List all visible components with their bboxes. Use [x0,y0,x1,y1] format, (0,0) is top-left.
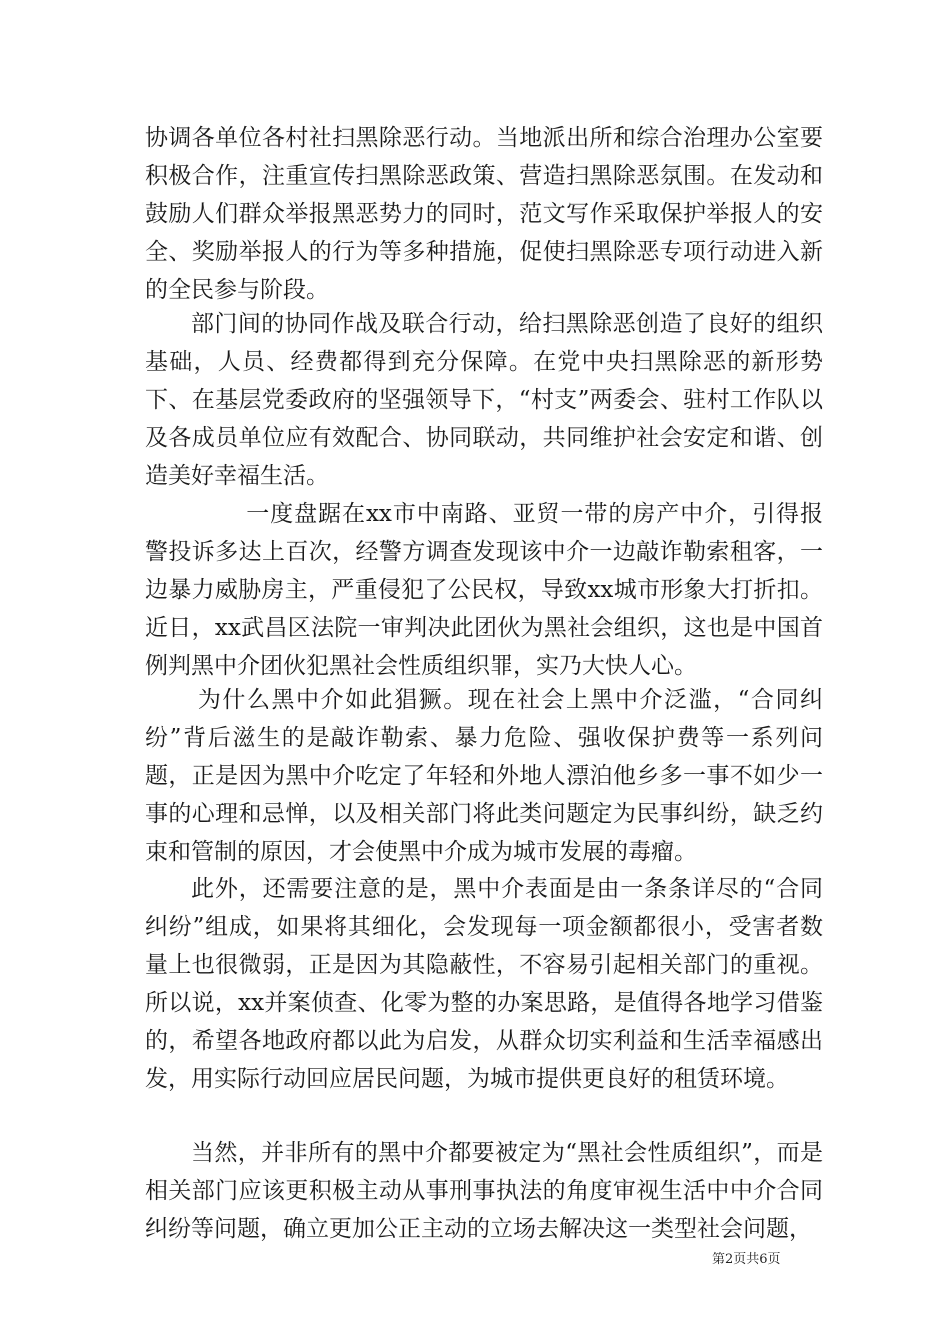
document-body [145,119,823,1248]
page-number-footer: 第2页共6页 [712,1252,781,1267]
paragraph-1: 协调各单位各村社扫黑除恶行动。当地派出所和综合治理办公室要积极合作，注重宣传扫黑除恶政策、营造扫黑除恶氛围。在发动和鼓励人们群众举报黑恶势力的同时，范文写作采取保护举报人的安全、奖励举报人的行为等多种措施，促使扫黑除恶专项行动进入新的全民参与阶段。 [145,125,823,303]
paragraph-3: 一度盘踞在xx市中南路、亚贸一带的房产中介，引得报警投诉多达上百次，经警方调查发现该中介一边敲诈勒索租客，一边暴力威胁房主，严重侵犯了公民权，导致xx城市形象大打折扣。近日，xx武昌区法院一审判决此团伙为黑社会组织，这也是中国首例判黑中介团伙犯黑社会性质组织罪，实乃大快人心。 [145,501,823,679]
paragraph-5: 此外，还需要注意的是，黑中介表面是由一条条详尽的“合同纠纷”组成，如果将其细化，会发现每一项金额都很小，受害者数量上也很微弱，正是因为其隐蔽性，不容易引起相关部门的重视。所以说，xx并案侦查、化零为整的办案思路，是值得各地学习借鉴的，希望各地政府都以此为启发，从群众切实利益和生活幸福感出发，用实际行动回应居民问题，为城市提供更良好的租赁环境。 [145,876,823,1092]
paragraph-2: 部门间的协同作战及联合行动，给扫黑除恶创造了良好的组织基础，人员、经费都得到充分保障。在党中央扫黑除恶的新形势下、在基层党委政府的坚强领导下，“村支”两委会、驻村工作队以及各成员单位应有效配合、协同联动，共同维护社会安定和谐、创造美好幸福生活。 [145,311,823,489]
paragraph-4: 为什么黑中介如此猖獗。现在社会上黑中介泛滥，“合同纠纷”背后滋生的是敲诈勒索、暴力危险、强收保护费等一系列问题，正是因为黑中介吃定了年轻和外地人漂泊他乡多一事不如少一事的心理和忌惮，以及相关部门将此类问题定为民事纠纷，缺乏约束和管制的原因，才会使黑中介成为城市发展的毒瘤。 [145,687,823,865]
paragraph-6: 当然，并非所有的黑中介都要被定为“黑社会性质组织”，而是相关部门应该更积极主动从事刑事执法的角度审视生活中中介合同纠纷等问题，确立更加公正主动的立场去解决这一类型社会问题， [145,1140,823,1242]
